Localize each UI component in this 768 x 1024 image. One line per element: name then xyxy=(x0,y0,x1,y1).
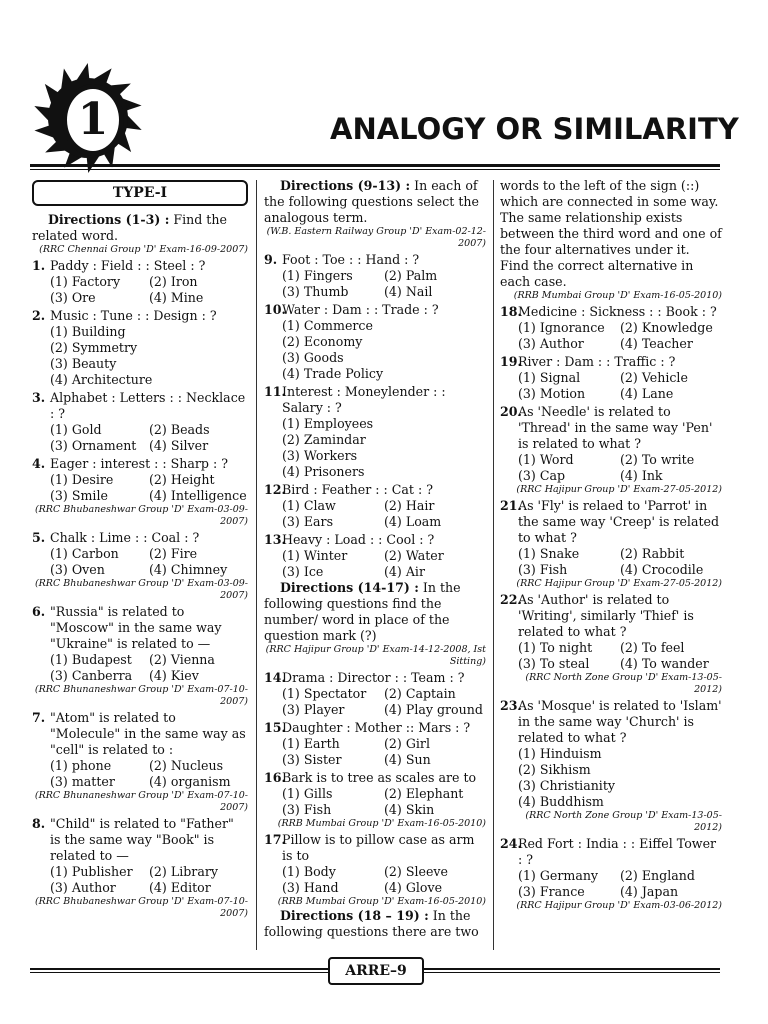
question-list xyxy=(500,304,722,912)
question-item xyxy=(264,302,486,318)
answer-option: (1) Body xyxy=(282,864,336,879)
answer-option: (3) Goods xyxy=(282,350,344,365)
question-text: Daughter : Mother :: Mars : ? xyxy=(282,720,471,735)
answer-option: (4) Editor xyxy=(149,880,211,895)
question-text: Water : Dam : : Trade : ? xyxy=(282,302,439,317)
answer-options xyxy=(264,416,486,480)
question-text: Interest : Moneylender : : Salary : ? xyxy=(282,384,446,415)
exam-source: (RRB Mumbai Group 'D' Exam-16-05-2010) xyxy=(513,290,722,301)
answer-option: (2) Sikhism xyxy=(518,762,591,777)
answer-option: (4) organism xyxy=(149,774,231,789)
answer-option: (4) Skin xyxy=(384,802,435,817)
answer-option: (3) Thumb xyxy=(282,284,349,299)
exam-source: (RRC Bhubaneshwar Group 'D' Exam-03-09-2007) xyxy=(34,578,248,601)
answer-option: (3) Ornament xyxy=(50,438,137,453)
question-text: Chalk : Lime : : Coal : ? xyxy=(50,530,200,545)
answer-option: (2) Girl xyxy=(384,736,430,751)
answer-option: (4) Ink xyxy=(620,468,663,483)
exam-source: (RRB Mumbai Group 'D' Exam-16-05-2010) xyxy=(277,818,486,829)
exam-source: (RRC Bhubaneshwar Group 'D' Exam-03-09-2007) xyxy=(34,504,248,527)
answer-options xyxy=(500,320,722,352)
answer-options xyxy=(32,758,248,790)
answer-options xyxy=(500,868,722,900)
question-item xyxy=(264,532,486,548)
column-3 xyxy=(500,178,722,912)
exam-source: (RRC Bhunaneshwar Group 'D' Exam-07-10-2007) xyxy=(34,790,248,813)
answer-option: (4) Buddhism xyxy=(518,794,604,809)
directions-heading: Directions (9-13) : xyxy=(280,178,411,193)
question-number: 5. xyxy=(32,530,46,545)
answer-option: (2) Vehicle xyxy=(620,370,688,385)
question-item xyxy=(500,404,722,452)
answer-option: (4) To wander xyxy=(620,656,709,671)
question-text: As 'Mosque' is related to 'Islam' in the same way 'Church' is related to what ? xyxy=(518,698,722,745)
answer-option: (3) Sister xyxy=(282,752,342,767)
answer-option: (3) Christianity xyxy=(518,778,616,793)
question-item xyxy=(32,390,248,422)
question-item xyxy=(500,498,722,546)
question-number: 22. xyxy=(500,592,522,607)
question-item xyxy=(32,258,248,274)
question-number: 13. xyxy=(264,532,286,547)
answer-options xyxy=(264,318,486,382)
chapter-number: 1 xyxy=(62,84,124,156)
question-item xyxy=(264,770,486,786)
directions-heading: Directions (18 – 19) : xyxy=(280,908,429,923)
directions xyxy=(264,580,486,644)
exam-source: (RRC North Zone Group 'D' Exam-13-05-2012) xyxy=(525,672,722,695)
question-number: 7. xyxy=(32,710,46,725)
answer-options xyxy=(500,452,722,484)
answer-option: (4) Kiev xyxy=(149,668,199,683)
question-number: 1. xyxy=(32,258,46,273)
question-item xyxy=(500,592,722,640)
answer-option: (1) Gills xyxy=(282,786,333,801)
answer-option: (4) Architecture xyxy=(50,372,153,387)
question-number: 16. xyxy=(264,770,286,785)
answer-option: (3) Author xyxy=(50,880,116,895)
answer-option: (2) Library xyxy=(149,864,218,879)
question-text: Pillow is to pillow case as arm is to xyxy=(282,832,475,863)
answer-option: (1) Hinduism xyxy=(518,746,602,761)
type-label: TYPE-I xyxy=(32,180,248,206)
answer-option: (3) Workers xyxy=(282,448,358,463)
answer-options xyxy=(500,370,722,402)
question-number: 18. xyxy=(500,304,522,319)
question-text: Bark is to tree as scales are to xyxy=(282,770,477,785)
answer-option: (1) Earth xyxy=(282,736,340,751)
answer-option: (3) Fish xyxy=(282,802,332,817)
question-list xyxy=(32,258,248,920)
exam-source: (RRB Mumbai Group 'D' Exam-16-05-2010) xyxy=(277,896,486,907)
answer-options xyxy=(264,548,486,580)
answer-option: (1) Employees xyxy=(282,416,374,431)
answer-option: (4) Mine xyxy=(149,290,204,305)
answer-option: (3) Ore xyxy=(50,290,96,305)
exam-source: (RRC Hajipur Group 'D' Exam-14-12-2008, Ist Sitting) xyxy=(265,644,486,667)
question-number: 15. xyxy=(264,720,286,735)
answer-option: (1) Ignorance xyxy=(518,320,605,335)
answer-option: (1) Commerce xyxy=(282,318,373,333)
question-text: Bird : Feather : : Cat : ? xyxy=(282,482,433,497)
answer-option: (1) Word xyxy=(518,452,574,467)
question-list xyxy=(264,670,486,908)
answer-option: (1) Fingers xyxy=(282,268,353,283)
answer-option: (3) Author xyxy=(518,336,584,351)
answer-option: (1) Germany xyxy=(518,868,599,883)
question-number: 4. xyxy=(32,456,46,471)
question-number: 6. xyxy=(32,604,46,619)
answer-option: (1) Snake xyxy=(518,546,580,561)
answer-option: (1) phone xyxy=(50,758,112,773)
answer-option: (3) Motion xyxy=(518,386,586,401)
exam-source: (RRC North Zone Group 'D' Exam-13-05-2012) xyxy=(525,810,722,833)
question-item xyxy=(500,304,722,320)
answer-option: (1) To night xyxy=(518,640,593,655)
question-item xyxy=(500,354,722,370)
answer-option: (3) Cap xyxy=(518,468,566,483)
question-number: 10. xyxy=(264,302,286,317)
question-text: As 'Fly' is relaed to 'Parrot' in the same way 'Creep' is related to what ? xyxy=(518,498,720,545)
answer-options xyxy=(32,324,248,388)
answer-options xyxy=(264,736,486,768)
answer-option: (3) matter xyxy=(50,774,115,789)
answer-option: (4) Japan xyxy=(620,884,679,899)
directions xyxy=(32,212,248,244)
directions-heading: Directions (1-3) : xyxy=(48,212,170,227)
question-item xyxy=(32,456,248,472)
answer-options xyxy=(32,472,248,504)
answer-option: (4) Loam xyxy=(384,514,442,529)
question-number: 9. xyxy=(264,252,278,267)
answer-option: (4) Trade Policy xyxy=(282,366,384,381)
answer-option: (4) Silver xyxy=(149,438,209,453)
question-text: Drama : Director : : Team : ? xyxy=(282,670,465,685)
question-text: Eager : interest : : Sharp : ? xyxy=(50,456,228,471)
answer-option: (3) Oven xyxy=(50,562,105,577)
answer-option: (4) Air xyxy=(384,564,425,579)
question-number: 3. xyxy=(32,390,46,405)
answer-option: (4) Intelligence xyxy=(149,488,247,503)
answer-option: (4) Prisoners xyxy=(282,464,365,479)
answer-options xyxy=(264,786,486,818)
answer-options xyxy=(500,746,722,810)
answer-option: (4) Lane xyxy=(620,386,674,401)
question-item xyxy=(264,252,486,268)
exam-source: (W.B. Eastern Railway Group 'D' Exam-02-12-2007) xyxy=(266,226,486,249)
answer-option: (1) Publisher xyxy=(50,864,133,879)
answer-option: (1) Claw xyxy=(282,498,336,513)
answer-options xyxy=(264,864,486,896)
answer-option: (1) Spectator xyxy=(282,686,367,701)
exam-source: (RRC Hajipur Group 'D' Exam-27-05-2012) xyxy=(516,578,722,589)
directions-heading: Directions (14-17) : xyxy=(280,580,419,595)
exam-source: (RRC Chennai Group 'D' Exam-16-09-2007) xyxy=(39,244,248,255)
answer-option: (4) Teacher xyxy=(620,336,693,351)
question-item xyxy=(32,710,248,758)
answer-option: (2) Water xyxy=(384,548,444,563)
answer-option: (2) Nucleus xyxy=(149,758,224,773)
answer-option: (4) Chimney xyxy=(149,562,228,577)
answer-option: (2) Elephant xyxy=(384,786,464,801)
question-item xyxy=(264,670,486,686)
question-text: River : Dam : : Traffic : ? xyxy=(518,354,676,369)
question-item xyxy=(264,832,486,864)
question-item xyxy=(500,698,722,746)
question-item xyxy=(32,604,248,652)
answer-option: (2) To write xyxy=(620,452,695,467)
answer-options xyxy=(32,422,248,454)
answer-option: (1) Budapest xyxy=(50,652,132,667)
answer-option: (2) Rabbit xyxy=(620,546,685,561)
answer-option: (3) France xyxy=(518,884,585,899)
answer-options xyxy=(32,864,248,896)
question-number: 2. xyxy=(32,308,46,323)
answer-option: (1) Signal xyxy=(518,370,581,385)
question-number: 23. xyxy=(500,698,522,713)
answer-option: (2) Palm xyxy=(384,268,438,283)
question-number: 19. xyxy=(500,354,522,369)
answer-options xyxy=(264,268,486,300)
answer-option: (2) To feel xyxy=(620,640,685,655)
question-item xyxy=(264,384,486,416)
question-text: Music : Tune : : Design : ? xyxy=(50,308,217,323)
question-item xyxy=(32,308,248,324)
answer-option: (2) Height xyxy=(149,472,215,487)
answer-option: (3) Ears xyxy=(282,514,334,529)
column-divider xyxy=(493,180,494,950)
answer-options xyxy=(264,686,486,718)
answer-option: (3) Canberra xyxy=(50,668,133,683)
question-number: 11. xyxy=(264,384,286,399)
column-divider xyxy=(256,180,257,950)
answer-option: (1) Desire xyxy=(50,472,114,487)
question-item xyxy=(500,836,722,868)
answer-option: (3) Fish xyxy=(518,562,568,577)
question-text: "Russia" is related to "Moscow" in the same way "Ukraine" is related to — xyxy=(50,604,222,651)
answer-option: (3) Beauty xyxy=(50,356,117,371)
answer-option: (2) Iron xyxy=(149,274,198,289)
answer-option: (4) Glove xyxy=(384,880,443,895)
answer-option: (1) Carbon xyxy=(50,546,119,561)
question-item xyxy=(264,482,486,498)
answer-option: (3) Hand xyxy=(282,880,339,895)
answer-options xyxy=(264,498,486,530)
answer-option: (2) Captain xyxy=(384,686,456,701)
directions xyxy=(264,178,486,226)
exam-source: (RRC Hajipur Group 'D' Exam-03-06-2012) xyxy=(516,900,722,911)
answer-option: (1) Factory xyxy=(50,274,121,289)
answer-options xyxy=(32,652,248,684)
question-text: "Child" is related to "Father" is the same way "Book" is related to — xyxy=(50,816,234,863)
answer-option: (3) Player xyxy=(282,702,345,717)
question-text: Medicine : Sickness : : Book : ? xyxy=(518,304,717,319)
question-number: 12. xyxy=(264,482,286,497)
question-number: 17. xyxy=(264,832,286,847)
question-text: Alphabet : Letters : : Necklace : ? xyxy=(50,390,246,421)
answer-option: (2) England xyxy=(620,868,695,883)
answer-option: (3) To steal xyxy=(518,656,590,671)
answer-option: (2) Fire xyxy=(149,546,198,561)
answer-option: (2) Vienna xyxy=(149,652,215,667)
answer-option: (2) Zamindar xyxy=(282,432,366,447)
column-2 xyxy=(264,178,486,940)
answer-option: (4) Nail xyxy=(384,284,433,299)
answer-options xyxy=(32,546,248,578)
question-text: As 'Needle' is related to 'Thread' in the same way 'Pen' is related to what ? xyxy=(518,404,713,451)
chapter-title: ANALOGY OR SIMILARITY xyxy=(330,112,739,146)
column-1 xyxy=(32,178,248,920)
answer-option: (4) Play ground xyxy=(384,702,483,717)
answer-options xyxy=(500,546,722,578)
answer-option: (2) Sleeve xyxy=(384,864,448,879)
answer-options xyxy=(32,274,248,306)
chapter-badge xyxy=(32,62,144,174)
question-item xyxy=(264,720,486,736)
directions-text: In the following questions find the number/ word in place of the question mark (?) xyxy=(264,580,461,643)
answer-option: (4) Crocodile xyxy=(620,562,704,577)
page-number: ARRE–9 xyxy=(328,957,424,985)
question-text: As 'Author' is related to 'Writing', similarly 'Thief' is related to what ? xyxy=(518,592,694,639)
answer-option: (2) Economy xyxy=(282,334,363,349)
header-rule-thin xyxy=(30,169,720,170)
answer-option: (1) Building xyxy=(50,324,126,339)
directions-text: In the following questions there are two xyxy=(264,908,479,939)
answer-option: (2) Symmetry xyxy=(50,340,138,355)
directions-text: In each of the following questions select the analogous term. xyxy=(264,178,479,225)
answer-option: (1) Gold xyxy=(50,422,102,437)
answer-option: (2) Hair xyxy=(384,498,435,513)
question-number: 21. xyxy=(500,498,522,513)
directions-continued: words to the left of the sign (::) which are connected in some way. The same relationship exists between the third word and one of the four alternatives under it. Find the correct alternative in each case. xyxy=(500,178,722,289)
question-item xyxy=(32,530,248,546)
question-number: 20. xyxy=(500,404,522,419)
header-rule xyxy=(30,164,720,167)
answer-option: (3) Ice xyxy=(282,564,324,579)
directions xyxy=(264,908,486,940)
answer-option: (3) Smile xyxy=(50,488,108,503)
question-text: Paddy : Field : : Steel : ? xyxy=(50,258,206,273)
answer-option: (4) Sun xyxy=(384,752,431,767)
directions-text: Find the related word. xyxy=(32,212,227,243)
answer-options xyxy=(500,640,722,672)
question-text: "Atom" is related to "Molecule" in the same way as "cell" is related to : xyxy=(50,710,246,757)
question-item xyxy=(32,816,248,864)
question-number: 8. xyxy=(32,816,46,831)
exam-source: (RRC Bhunaneshwar Group 'D' Exam-07-10-2007) xyxy=(34,684,248,707)
exam-source: (RRC Bhubaneshwar Group 'D' Exam-07-10-2007) xyxy=(34,896,248,919)
answer-option: (2) Knowledge xyxy=(620,320,713,335)
question-text: Red Fort : India : : Eiffel Tower : ? xyxy=(518,836,717,867)
exam-source: (RRC Hajipur Group 'D' Exam-27-05-2012) xyxy=(516,484,722,495)
question-list xyxy=(264,252,486,580)
question-text: Foot : Toe : : Hand : ? xyxy=(282,252,420,267)
question-number: 24. xyxy=(500,836,522,851)
question-text: Heavy : Load : : Cool : ? xyxy=(282,532,435,547)
answer-option: (2) Beads xyxy=(149,422,210,437)
question-number: 14. xyxy=(264,670,286,685)
answer-option: (1) Winter xyxy=(282,548,348,563)
